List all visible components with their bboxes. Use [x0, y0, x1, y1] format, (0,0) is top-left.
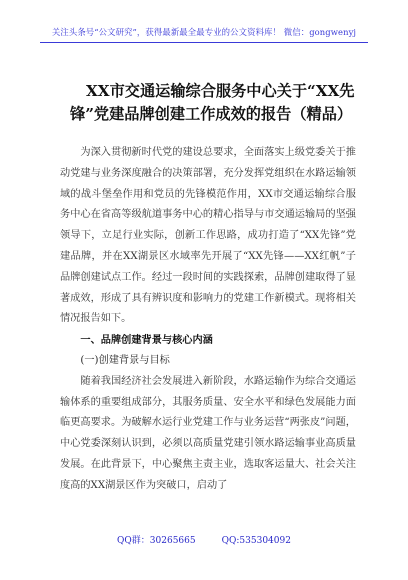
document-body: [60, 143, 356, 497]
footer-qq-group: QQ群：30265665: [117, 536, 196, 546]
document-title-line2: 锋”党建品牌创建工作成效的报告（精品）: [70, 105, 353, 123]
header-divider: [40, 42, 368, 43]
header-banner-text: 关注头条号“公文研究”，获得最新最全最专业的公文资料库！ 微信：gongwenyj: [51, 27, 357, 37]
paragraph-intro: 为深入贯彻新时代党的建设总要求，全面落实上级党委关于推动党建与业务深度融合的决策部署，充分发挥党组织在水路运输领域的战斗堡垒作用和党员的先锋模范作用，XX市交通运输综合服务中心在省高等级航道事务中心的精心指导与市交通运输局的坚强领导下，立足行业实际，创新工作思路，成功打造了“XX先锋”党建品牌，并在XX湖景区水域率先开展了“XX先锋——XX红帆”子品牌创建试点工作。经过一段时间的实践探索，品牌创建取得了显著成效，形成了具有辨识度和影响力的党建工作新模式。现将相关情况报告如下。: [60, 147, 356, 325]
header-banner: [0, 0, 408, 56]
document-title: [56, 80, 356, 126]
footer-contact: [0, 533, 408, 549]
footer-qq: QQ:535304092: [221, 536, 291, 546]
section-heading: 一、品牌创建背景与核心内涵: [80, 334, 213, 347]
paragraph-background: 随着我国经济社会发展进入新阶段，水路运输作为综合交通运输体系的重要组成部分，其服务质量、安全水平和绿色发展能力面临更高要求。为破解水运行业党建工作与业务运营“两张皮”问题，中心党委深刻认识到，必须以高质量党建引领水路运输事业高质量发展。在此背景下，中心聚焦主责主业，选取客运量大、社会关注度高的XX湖景区作为突破口，启动了: [60, 375, 356, 491]
document-title-line1: XX市交通运输综合服务中心关于“XX先: [86, 82, 355, 100]
subsection-heading: (一)创建背景与目标: [80, 354, 170, 366]
